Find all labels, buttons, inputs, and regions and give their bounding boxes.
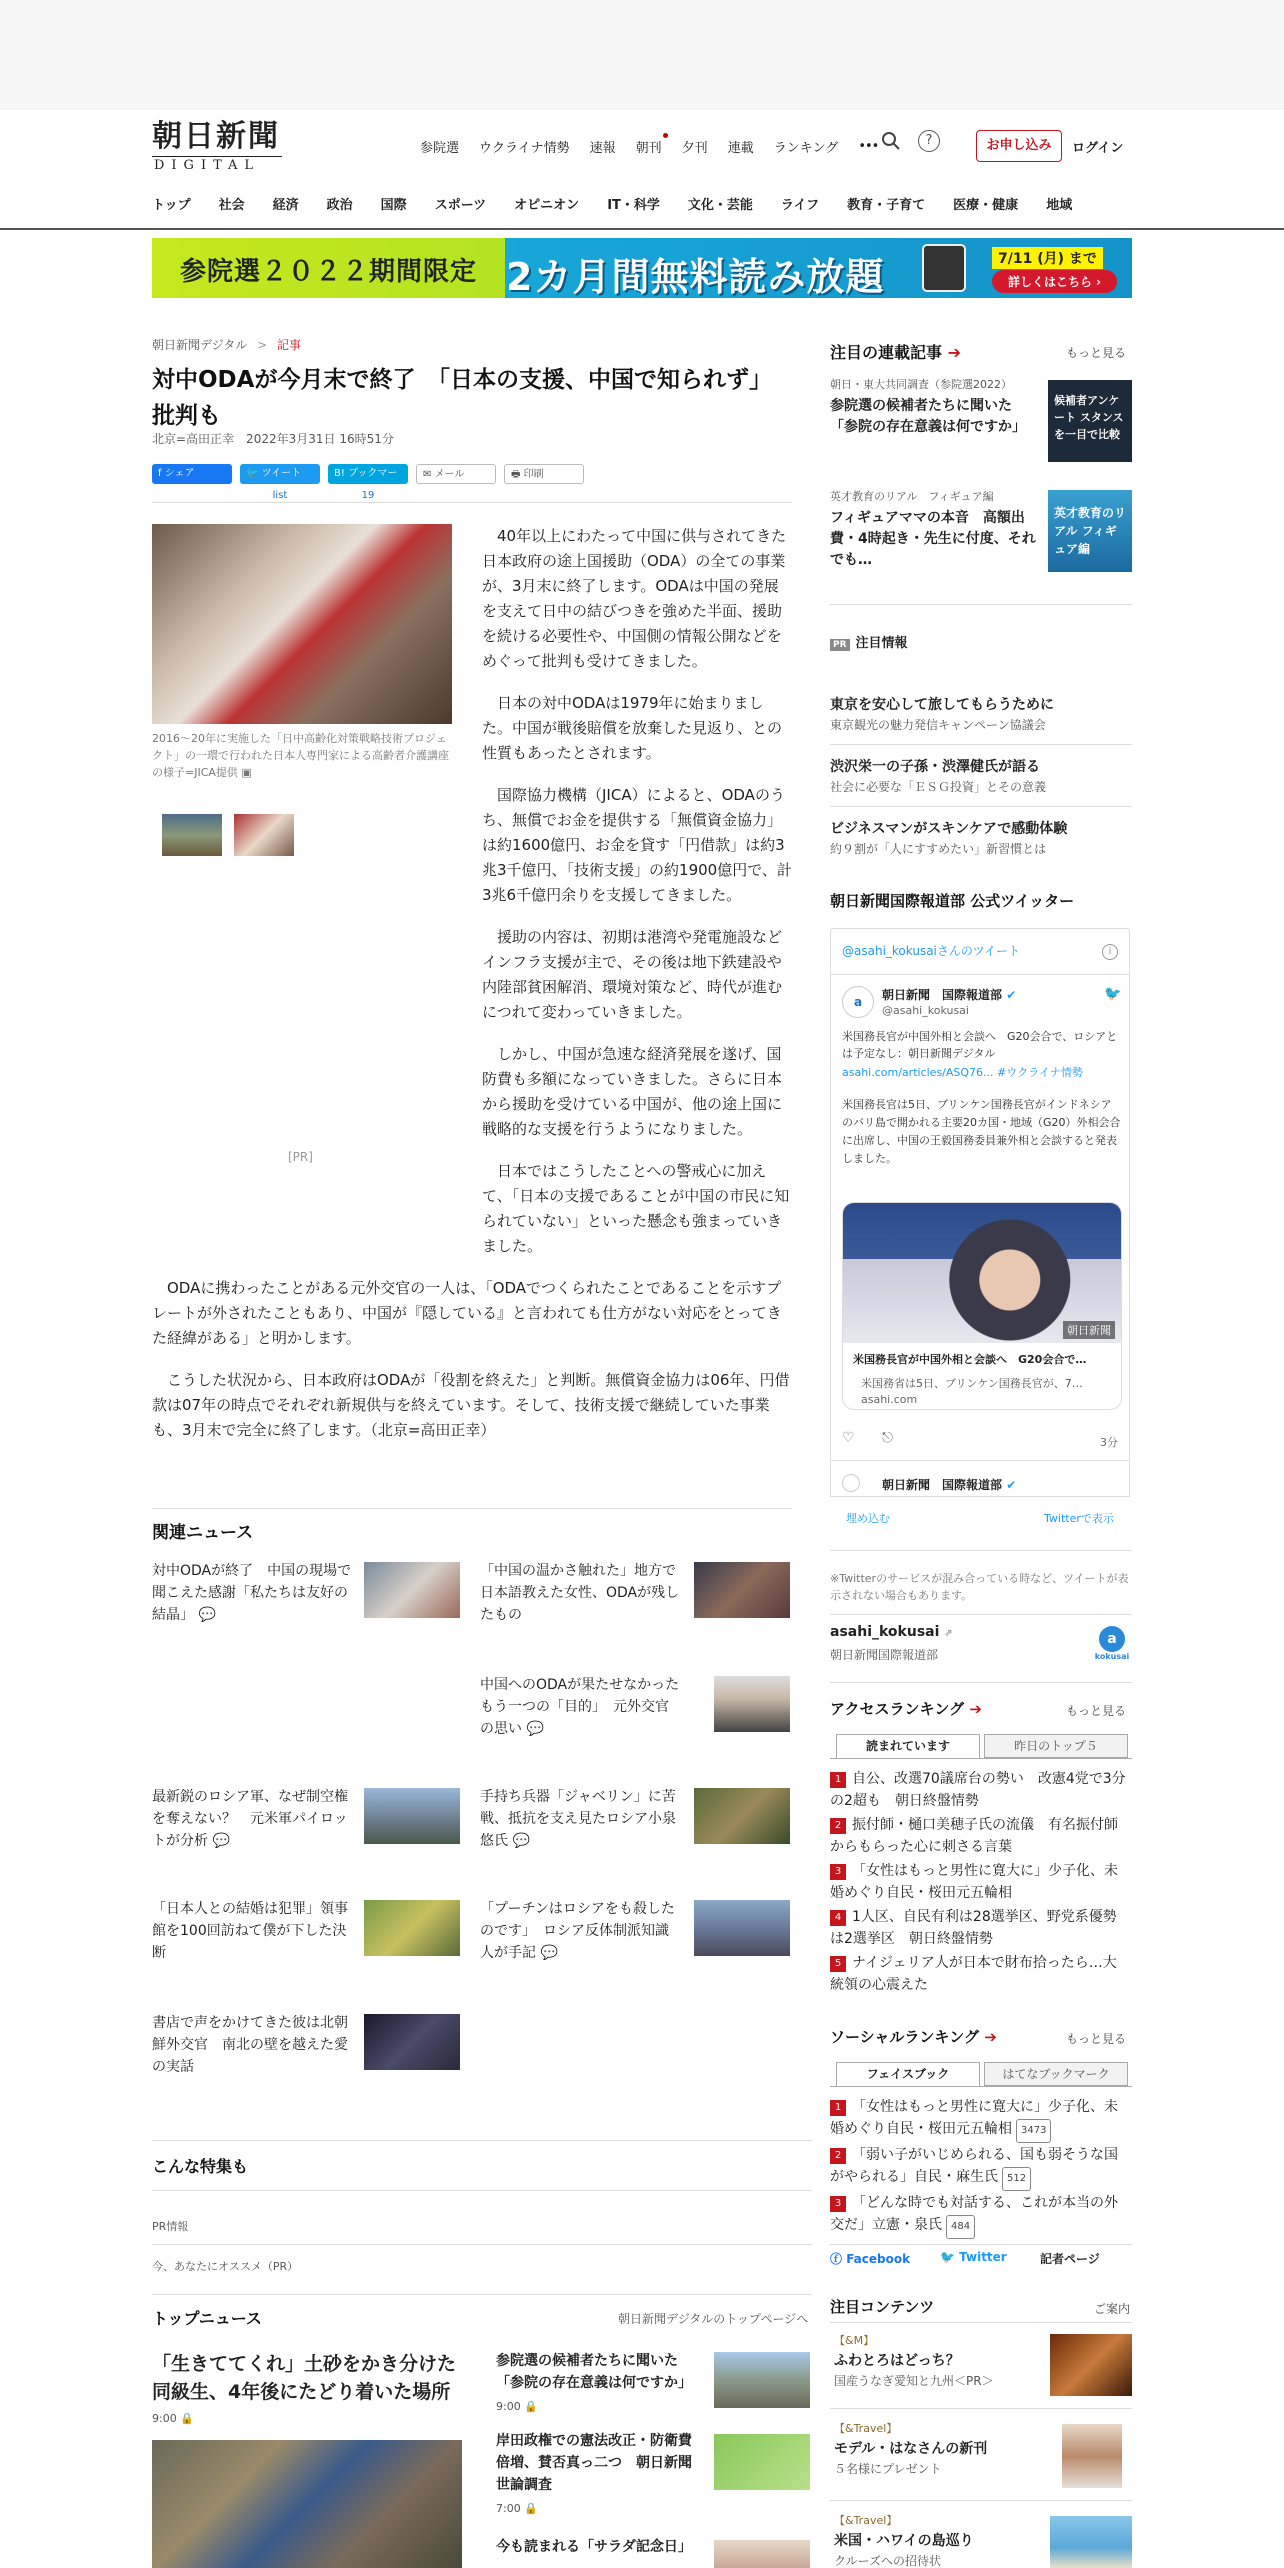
twitter-timeline-title: @asahi_kokusaiさんのツイート <box>842 944 1021 958</box>
toppage-link[interactable]: 朝日新聞デジタルのトップページへ <box>618 2312 809 2326</box>
content-tag: 【&M】 <box>834 2334 875 2347</box>
share-count-badge: 3473 <box>1016 2119 1051 2143</box>
ranking-item[interactable]: 3 「女性はもっと男性に寛大に」少子化、未婚めぐり自民・桜田元五輪相 <box>830 1863 1118 1901</box>
cat-kyoiku[interactable]: 教育・子育て <box>847 198 926 213</box>
breadcrumb <box>152 336 301 353</box>
ranking-item[interactable]: 2 振付師・樋口美穂子氏の流儀 有名振付師からもらった心に刺さる言葉 <box>830 1817 1118 1855</box>
print-icon: 🖶 <box>511 469 524 480</box>
top-navigation <box>420 134 898 158</box>
banner-cta: 詳しくはこちら › <box>992 270 1117 293</box>
topnews-heading: トップニュース <box>152 2309 262 2328</box>
related-news-heading: 関連ニュース <box>152 1523 254 1543</box>
content-tag: 【&Travel】 <box>834 2514 898 2527</box>
bookmark-button[interactable]: B! ブックマーク 19 <box>328 464 408 484</box>
article-paragraph: 国際協力機構（JICA）によると、ODAのうち、無償でお金を提供する「無償資金協力」は約1600億円、お金を貸す「円借款」は約3兆3千億円、「技術支援」の約1900億円で、計3兆6千億円余りを支援してきました。 <box>482 786 792 904</box>
related-item[interactable]: 中国へのODAが果たせなかったもう一つの「目的」 元外交官の思い 💬 <box>480 1677 680 1737</box>
info-icon[interactable]: i <box>1102 944 1118 960</box>
related-thumbnail[interactable] <box>694 1562 790 1618</box>
twitter-icon: 🐦 <box>940 2250 960 2264</box>
article-title: 対中ODAが今月末で終了 「日本の支援、中国で知られず」批判も <box>152 367 772 429</box>
header-icons <box>880 130 940 152</box>
article-paragraph: 40年以上にわたって中国に供与されてきた日本政府の途上国援助（ODA）の全ての事業が、3月末に終了します。ODAは中国の発展を支えて日中の結びつきを強めた半面、援助を続ける必要性や、中国側の情報公開などをめぐって批判も受けてきました。 <box>482 527 787 670</box>
subscribe-button[interactable]: お申し込み <box>976 130 1062 162</box>
view-on-twitter-link[interactable]: Twitterで表示 <box>1044 1512 1114 1525</box>
nav-chokan[interactable]: 朝刊 <box>636 137 662 156</box>
pr-item-title[interactable]: 渋沢栄一の子孫・渋澤健氏が語る <box>830 759 1040 775</box>
pr-label: [PR] <box>288 1150 313 1164</box>
social-more-link[interactable]: もっと見る <box>1066 2032 1127 2046</box>
related-thumbnail[interactable] <box>694 1788 790 1844</box>
tab-yomareteimasu[interactable]: 読まれています <box>836 1734 980 1758</box>
serial-category: 朝日・東大共同調査（参院選2022） <box>830 378 1012 391</box>
cat-keizai[interactable]: 経済 <box>272 198 299 213</box>
pr-item-title[interactable]: ビジネスマンがスキンケアで感動体験 <box>830 821 1068 837</box>
divider <box>830 604 1132 605</box>
breadcrumb-current: 記事 <box>277 338 302 352</box>
divider <box>830 974 1130 975</box>
topnews-item-time: 9:00 🔒 <box>496 2400 538 2413</box>
cat-bunka[interactable]: 文化・芸能 <box>687 198 753 213</box>
divider <box>830 1758 1132 1759</box>
tweet-author-name: 朝日新聞 国際報道部 ✔ <box>882 1478 1017 1492</box>
divider <box>830 1460 1130 1461</box>
verified-icon: ✔ <box>1006 988 1017 1002</box>
facebook-link[interactable]: ⓕ Facebook <box>830 2252 911 2266</box>
article-paragraph: 援助の内容は、初期は港湾や発電施設などインフラ支援が主で、その後は地下鉄建設や内陸部貧困解消、環境対策など、時代が進むにつれて変わっていきました。 <box>482 928 783 1021</box>
article-paragraph: こうした状況から、日本政府はODAが「役割を終えた」と判断。無償資金協力は06年、円借款は07年の時点でそれぞれ新規供与を終えています。そして、技術支援で継続していた事業も、3月末で完全に終了します。（北京=高田正幸） <box>152 1371 790 1439</box>
more-menu-icon[interactable]: ••• <box>858 138 879 154</box>
nav-ranking[interactable]: ランキング <box>773 140 839 156</box>
access-ranking-heading: アクセスランキング ➔ <box>830 1700 982 1718</box>
access-more-link[interactable]: もっと見る <box>1066 1704 1127 1718</box>
related-thumbnail[interactable] <box>364 1900 460 1956</box>
share-icon[interactable]: ⎋ <box>882 1430 894 1446</box>
kokusai-logo[interactable]: a kokusai <box>1092 1626 1132 1666</box>
twitter-account-sub: 朝日新聞国際報道部 <box>830 1648 939 1662</box>
twitter-note: ※Twitterのサービスが混み合っている時など、ツイートが表示されない場合もあります。 <box>830 1572 1129 1602</box>
related-item[interactable]: 「中国の温かさ触れた」地方で日本語教えた女性、ODAが残したもの <box>480 1563 680 1623</box>
nav-rensai[interactable]: 連載 <box>727 140 754 156</box>
related-item[interactable]: 手持ち兵器「ジャベリン」に苦戦、抵抗を支え見たロシア小泉悠氏 💬 <box>480 1789 676 1849</box>
cat-opinion[interactable]: オピニオン <box>514 198 580 213</box>
cat-life[interactable]: ライフ <box>780 198 820 213</box>
serial-thumbnail[interactable]: 候補者アンケート スタンスを一目で比較 <box>1048 380 1132 462</box>
content-heading: 注目コンテンツ <box>830 2298 935 2316</box>
divider <box>152 2294 812 2295</box>
like-icon[interactable]: ♡ <box>842 1430 855 1446</box>
divider <box>152 2140 812 2141</box>
ranking-item[interactable]: 1 自公、改選70議席台の勢い 改憲4党で3分の2超も 朝日終盤情勢 <box>830 1771 1126 1809</box>
ranking-item[interactable]: 5 ナイジェリア人が日本で財布拾ったら…大統領の心震えた <box>830 1955 1117 1993</box>
lock-icon: 🔒 <box>180 2412 194 2425</box>
banner-headline: 2カ月間無料読み放題 <box>506 255 885 298</box>
mail-icon: ✉ <box>423 469 435 480</box>
pr-item-sub: 社会に必要な「ＥＳＧ投資」とその意義 <box>830 780 1047 794</box>
comment-icon: 💬 <box>512 1833 530 1849</box>
topnews-thumbnail[interactable] <box>714 2434 810 2490</box>
cat-top[interactable]: トップ <box>152 198 191 213</box>
tweet-link[interactable]: asahi.com/articles/ASQ76... #ウクライナ情勢 <box>842 1066 1083 1079</box>
related-item[interactable]: 「プーチンはロシアをも殺したのです」 ロシア反体制派知識人が手記 💬 <box>480 1901 675 1961</box>
photo-caption: 2016～20年に実施した「日中高齢化対策戦略技術プロジェクト」の一環で行われた日本人専門家による高齢者介護講座の様子=JICA提供 ▣ <box>152 732 449 779</box>
tweet-count[interactable]: list <box>272 490 288 501</box>
comment-icon: 💬 <box>526 1721 544 1737</box>
pr-heading: PR 注目情報 <box>830 632 908 651</box>
tweet-card-image <box>843 1203 1121 1343</box>
social-ranking-item[interactable]: 2 「弱い子がいじめられる、国も弱そうな国がやられる」自民・麻生氏 512 <box>830 2144 1130 2191</box>
tweet-text: 米国務長官が中国外相と会談へ G20会合で、ロシアとは予定なし：朝日新聞デジタル <box>842 1030 1118 1060</box>
tweet-card-domain: asahi.com <box>861 1393 918 1406</box>
related-thumbnail[interactable] <box>714 1676 790 1732</box>
card-brand: 朝日新聞 <box>1063 1321 1115 1339</box>
content-title[interactable]: モデル・はなさんの新刊 <box>834 2441 988 2457</box>
banner-date: 7/11 (月) まで <box>992 247 1103 269</box>
ranking-item[interactable]: 4 1人区、自民有利は28選挙区、野党系優勢は2選挙区 朝日終盤情勢 <box>830 1909 1117 1947</box>
banner-label: 参院選２０２２期間限定 <box>180 257 478 287</box>
serial-thumbnail[interactable]: 英才教育のリアル フィギュア編 <box>1048 490 1132 572</box>
gallery-icon[interactable]: ▣ <box>241 766 252 779</box>
special-heading: こんな特集も <box>152 2157 249 2176</box>
serial-title[interactable]: 参院選の候補者たちに聞いた「参院の存在意義は何ですか」 <box>830 398 1026 435</box>
divider <box>152 2190 812 2191</box>
tweet-card-description: 米国務省は5日、ブリンケン国務長官が、7… <box>861 1377 1083 1390</box>
divider <box>830 1682 1132 1683</box>
cat-kokusai[interactable]: 国際 <box>380 198 407 213</box>
divider <box>830 2322 1132 2323</box>
article-paragraph: ODAに携わったことがある元外交官の一人は、「ODAでつくられたことであることを示すプレートが外されたこともあり、中国が『隠している』と言われても仕方がない対応をとってきた経緯がある」と明かします。 <box>152 1279 782 1347</box>
arrow-right-icon: ➔ <box>947 343 961 362</box>
related-thumbnail[interactable] <box>364 1562 460 1618</box>
content-title[interactable]: 米国・ハワイの島巡り <box>834 2533 974 2549</box>
bookmark-count[interactable]: 19 <box>361 490 375 501</box>
arrow-right-icon: ➔ <box>969 1700 982 1718</box>
divider <box>830 2086 1132 2087</box>
related-item[interactable]: 書店で声をかけてきた彼は北朝鮮外交官 南北の壁を越えた愛の実話 <box>152 2015 348 2075</box>
cat-seiji[interactable]: 政治 <box>326 198 353 213</box>
divider <box>830 2408 1132 2409</box>
topnews-lead-title[interactable]: 「生きててくれ」土砂をかき分けた同級生、4年後にたどり着いた場所 <box>152 2353 457 2403</box>
twitter-bird-icon: 🐦 <box>1104 986 1122 1002</box>
divider <box>152 2244 812 2245</box>
content-thumbnail[interactable] <box>1062 2424 1122 2488</box>
tweet-link-card[interactable] <box>842 1202 1122 1410</box>
twitter-heading: 朝日新聞国際報道部 公式ツイッター <box>830 892 1075 910</box>
article-byline: 北京=高田正幸 2022年3月31日 16時51分 <box>152 432 394 446</box>
pr-badge: PR <box>830 639 850 651</box>
facebook-share-button[interactable]: f シェア <box>152 464 232 484</box>
related-item[interactable]: 「日本人との結婚は犯罪」領事館を100回訪ねて僕が下した決断 <box>152 1901 348 1961</box>
related-thumbnail[interactable] <box>364 1788 460 1844</box>
divider <box>152 502 792 503</box>
content-sub: ５名様にプレゼント <box>834 2462 942 2476</box>
pr-item-sub: 約９割が「人にすすめたい」新習慣とは <box>830 842 1047 856</box>
related-thumbnail[interactable] <box>364 2014 460 2070</box>
share-count-badge: 484 <box>946 2215 975 2239</box>
logo-text: 朝日新聞 <box>152 119 280 154</box>
divider <box>152 1508 792 1509</box>
tweet-author-name[interactable]: 朝日新聞 国際報道部 ✔ <box>882 988 1017 1002</box>
embed-link[interactable]: 埋め込む <box>846 1512 890 1525</box>
twitter-icon: 🐦 <box>246 468 262 479</box>
nav-sokuho[interactable]: 速報 <box>589 140 616 156</box>
nav-ukraine[interactable]: ウクライナ情勢 <box>479 140 570 156</box>
tab-hatena[interactable]: はてなブックマーク <box>984 2062 1128 2086</box>
external-link-icon: ⇗ <box>944 1628 953 1639</box>
search-icon[interactable] <box>880 130 902 152</box>
content-title[interactable]: ふわとろはどっち？ <box>834 2353 960 2369</box>
campaign-banner[interactable] <box>152 238 1132 298</box>
related-thumbnail[interactable] <box>694 1900 790 1956</box>
login-link[interactable]: ログイン <box>1072 141 1124 156</box>
hatena-icon: B! <box>334 468 349 479</box>
tweet-text: 米国務長官は5日、ブリンケン国務長官がインドネシアのバリ島で開かれる主要20カ国・地域（G20）外相会合に出席し、中国の王毅国務委員兼外相と会談すると発表しました。 <box>842 1098 1121 1165</box>
lock-icon: 🔒 <box>524 2400 538 2413</box>
topnews-lead-time: 9:00 🔒 <box>152 2412 194 2425</box>
serial-more-link[interactable]: もっと見る <box>1066 346 1127 360</box>
divider <box>830 2244 1132 2245</box>
facebook-icon: f <box>158 468 165 479</box>
article-paragraph: しかし、中国が急速な経済発展を遂げ、国防費も多額になっていきました。さらに日本から援助を受けている中国が、他の途上国に戦略的な支援を行うようになりました。 <box>482 1045 783 1138</box>
article-paragraph: 日本の対中ODAは1979年に始まりました。中国が戦後賠償を放棄した見返り、との性質もあったとされます。 <box>482 694 783 762</box>
divider <box>830 2500 1132 2501</box>
twitter-link[interactable]: 🐦 Twitter <box>940 2250 1007 2264</box>
twitter-account-name[interactable]: asahi_kokusai ⇗ <box>830 1624 953 1640</box>
divider <box>830 806 1132 807</box>
lock-icon: 🔒 <box>524 2502 538 2515</box>
topnews-thumbnail[interactable] <box>714 2352 810 2408</box>
avatar[interactable]: a <box>842 986 874 1018</box>
pr-info-label: PR情報 <box>152 2220 189 2233</box>
cat-it[interactable]: IT・科学 <box>607 198 660 213</box>
topnews-item[interactable]: 今も読まれる「サラダ記念日」 <box>496 2539 692 2555</box>
recommend-label: 今、あなたにオススメ（PR） <box>152 2260 299 2273</box>
tweet-time: 3分 <box>1100 1436 1118 1449</box>
tweet-button[interactable]: 🐦 ツイート list <box>240 464 320 484</box>
print-button[interactable]: 🖶 印刷 <box>504 464 584 484</box>
comment-icon: 💬 <box>540 1945 558 1961</box>
comment-icon: 💬 <box>212 1833 230 1849</box>
related-item[interactable]: 対中ODAが終了 中国の現場で聞こえた感謝「私たちは友好の結晶」 💬 <box>152 1563 352 1623</box>
avatar <box>842 1474 860 1492</box>
arrow-right-icon: ➔ <box>984 2028 997 2046</box>
category-navigation <box>152 194 1072 213</box>
facebook-icon: ⓕ <box>830 2252 847 2266</box>
browser-top-area <box>0 0 1284 110</box>
pr-item-sub: 東京観光の魅力発信キャンペーン協議会 <box>830 718 1046 732</box>
social-ranking-item[interactable]: 3 「どんな時でも対話する、これが本当の外交だ」立憲・泉氏 484 <box>830 2192 1130 2239</box>
verified-icon: ✔ <box>1006 1478 1017 1492</box>
tweet-card-title: 米国務長官が中国外相と会談へ G20会合で… <box>853 1353 1087 1366</box>
content-guide-link[interactable]: ご案内 <box>1094 2302 1131 2316</box>
logo-subtext: DIGITAL <box>152 156 282 175</box>
breadcrumb-separator: > <box>257 338 268 352</box>
social-ranking-heading: ソーシャルランキング ➔ <box>830 2028 997 2046</box>
breadcrumb-home[interactable]: 朝日新聞デジタル <box>152 338 248 352</box>
topnews-thumbnail[interactable] <box>714 2540 810 2568</box>
tweet-author-handle[interactable]: @asahi_kokusai <box>882 1004 969 1017</box>
divider <box>830 1550 1132 1551</box>
content-sub: 国産うなぎ愛知と九州＜PR＞ <box>834 2374 994 2388</box>
share-count-badge: 512 <box>1002 2167 1031 2191</box>
topnews-lead-photo[interactable] <box>152 2440 462 2568</box>
share-buttons <box>152 464 592 501</box>
nav-senkyo[interactable]: 参院選 <box>420 140 460 156</box>
serial-title[interactable]: フィギュアママの本音 高額出費・4時起き・先生に付度、それでも… <box>830 510 1036 568</box>
cat-sports[interactable]: スポーツ <box>434 198 487 213</box>
comment-icon: 💬 <box>198 1607 216 1623</box>
serial-heading: 注目の連載記事 ➔ <box>830 343 961 362</box>
cat-chiiki[interactable]: 地域 <box>1046 198 1073 213</box>
content-thumbnail[interactable] <box>1050 2334 1132 2396</box>
tab-yesterday-top5[interactable]: 昨日のトップ５ <box>984 1734 1128 1758</box>
reporter-page-link[interactable]: 記者ページ <box>1040 2252 1100 2266</box>
topnews-item[interactable]: 参院選の候補者たちに聞いた「参院の存在意義は何ですか」 <box>496 2353 692 2391</box>
topnews-item-time: 7:00 🔒 <box>496 2502 538 2515</box>
divider <box>830 744 1132 745</box>
topnews-item[interactable]: 岸田政権での憲法改正・防衛費倍増、賛否真っ二つ 朝日新聞世論調査 <box>496 2433 692 2493</box>
content-tag: 【&Travel】 <box>834 2422 898 2435</box>
mail-button[interactable]: ✉ メール <box>416 464 496 484</box>
phone-icon <box>922 244 966 292</box>
article-body <box>152 524 792 1460</box>
social-ranking-item[interactable]: 1 「女性はもっと男性に寛大に」少子化、未婚めぐり自民・桜田元五輪相 3473 <box>830 2096 1130 2143</box>
site-logo[interactable] <box>152 120 282 176</box>
serial-category: 英才教育のリアル フィギュア編 <box>830 490 994 503</box>
help-icon[interactable]: ? <box>918 130 940 152</box>
related-item[interactable]: 最新鋭のロシア軍、なぜ制空権を奪えない？ 元米軍パイロットが分析 💬 <box>152 1789 348 1849</box>
tab-facebook[interactable]: フェイスブック <box>836 2062 980 2086</box>
cat-shakai[interactable]: 社会 <box>218 198 245 213</box>
nav-yukan[interactable]: 夕刊 <box>681 140 708 156</box>
cat-iryo[interactable]: 医療・健康 <box>953 198 1019 213</box>
article-paragraph: 日本ではこうしたことへの警戒心に加えて、「日本の支援であることが中国の市民に知られていない」といった懸念も強まっていきました。 <box>482 1162 790 1255</box>
content-thumbnail[interactable] <box>1050 2516 1132 2568</box>
pr-item-title[interactable]: 東京を安心して旅してもらうために <box>830 697 1054 713</box>
content-sub: クルーズへの招待状 <box>834 2554 942 2568</box>
divider <box>830 1614 1132 1615</box>
